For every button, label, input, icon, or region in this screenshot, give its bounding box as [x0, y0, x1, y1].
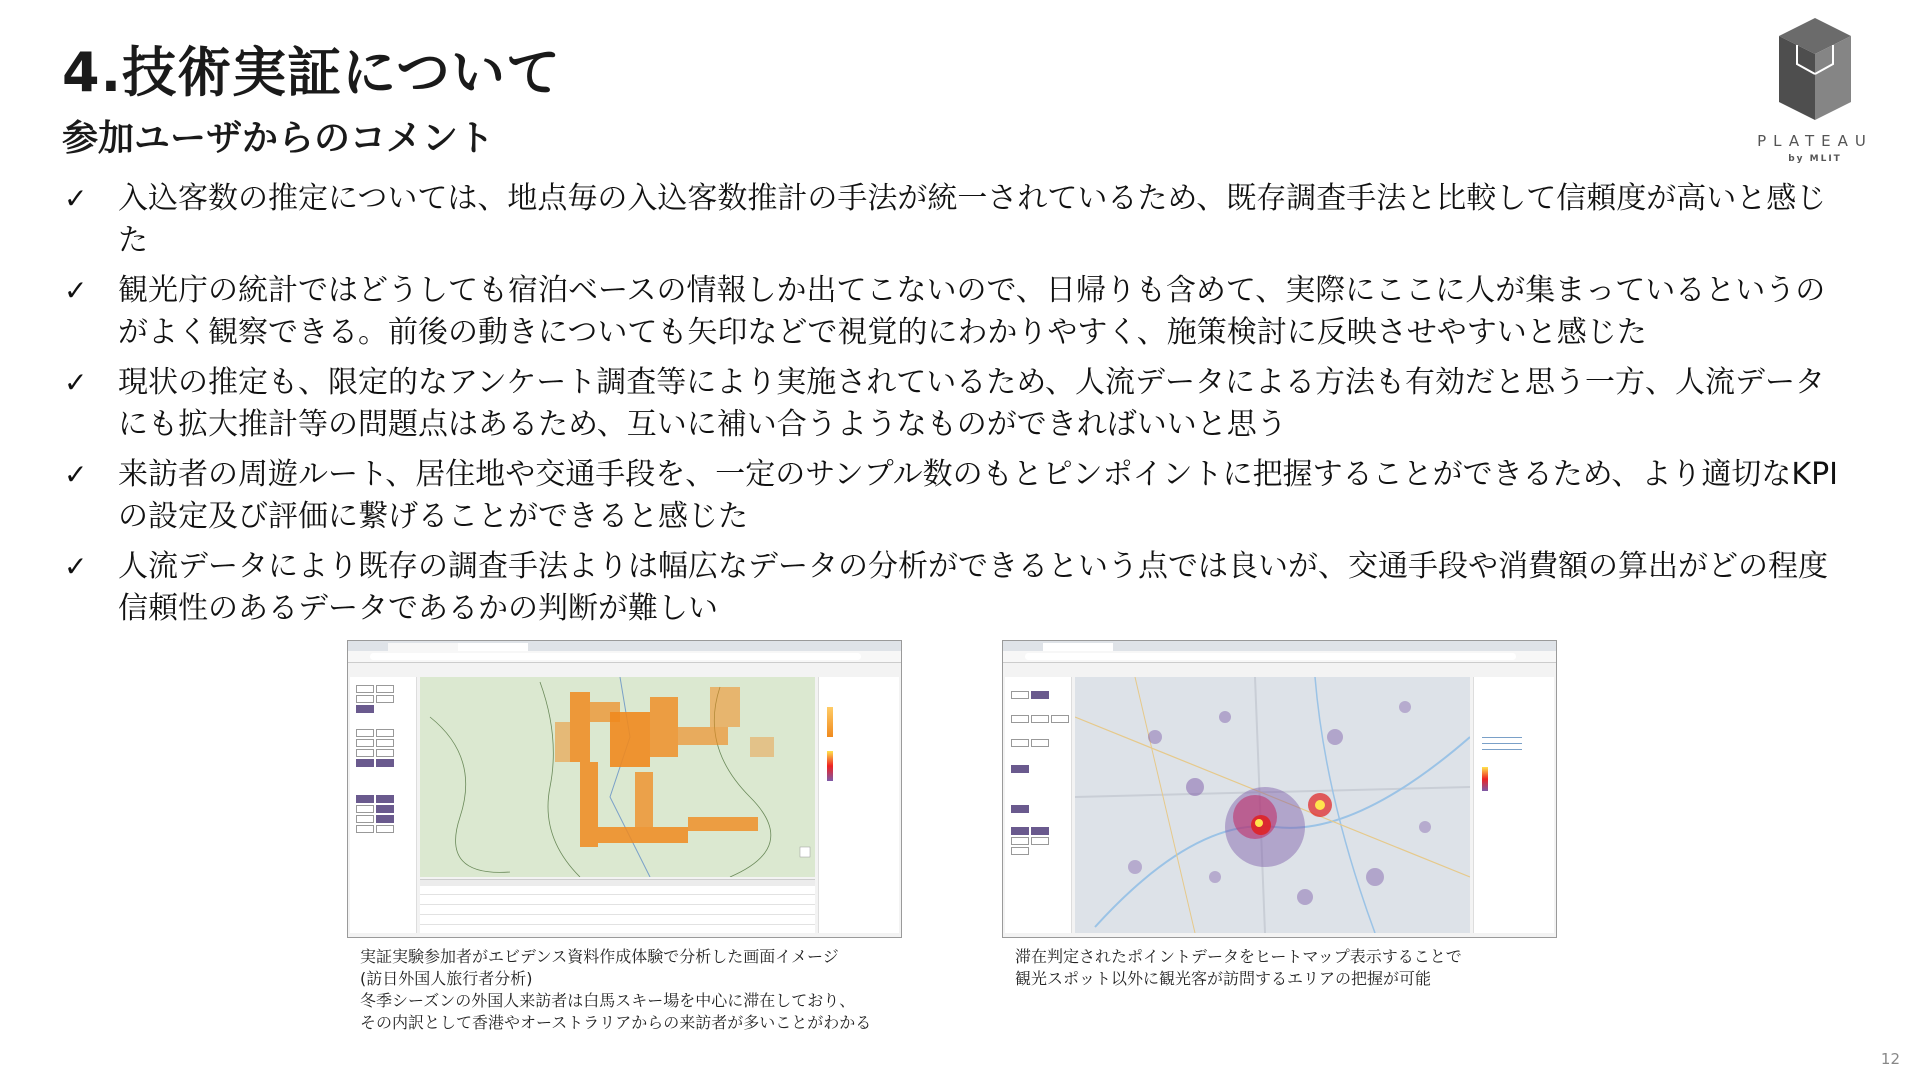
slide-subtitle: 参加ユーザからのコメント [62, 118, 495, 159]
comment-item [62, 178, 1862, 262]
stay-point-heatmap [1075, 677, 1470, 933]
stay-point-heatmap-screenshot [1002, 640, 1557, 938]
comment-item [62, 270, 1862, 354]
comment-item [62, 546, 1862, 630]
foreign-visitor-analysis-screenshot [347, 640, 902, 938]
comment-text: 人流データにより既存の調査手法よりは幅広なデータの分析ができるという点では良いが、交通手段や消費額の算出がどの程度信頼性のあるデータであるかの判断が難しい [118, 549, 1828, 626]
filter-panel [350, 677, 417, 933]
filter-panel [1005, 677, 1072, 933]
legend-panel [818, 677, 899, 933]
foreign-visitor-heatmap [420, 677, 815, 877]
right-figure-caption: 滞在判定されたポイントデータをヒートマップ表示することで 観光スポット以外に観光客が訪問するエリアの把握が可能 [1015, 947, 1462, 988]
browser-tab-strip [348, 641, 901, 651]
check-icon: ✓ [64, 274, 88, 307]
plateau-cube-icon [1775, 14, 1855, 124]
check-icon: ✓ [64, 550, 88, 583]
result-table [420, 879, 815, 933]
legend-panel [1473, 677, 1554, 933]
logo-brand-text: PLATEAU [1757, 132, 1873, 150]
browser-url-bar [1003, 651, 1556, 663]
check-icon: ✓ [64, 366, 88, 399]
comment-item [62, 454, 1862, 538]
browser-tab-strip [1003, 641, 1556, 651]
comment-item [62, 362, 1862, 446]
comment-list [62, 178, 1862, 638]
plateau-logo [1740, 14, 1890, 174]
comment-text: 現状の推定も、限定的なアンケート調査等により実施されているため、人流データによる方法も有効だと思う一方、人流データにも拡大推計等の問題点はあるため、互いに補い合うようなものができればいいと思う [118, 365, 1825, 442]
check-icon: ✓ [64, 458, 88, 491]
logo-byline-text: by MLIT [1788, 154, 1842, 164]
page-number: 12 [1880, 1050, 1900, 1068]
check-icon: ✓ [64, 182, 88, 215]
browser-url-bar [348, 651, 901, 663]
slide-title: 4.技術実証について [62, 41, 562, 104]
comment-text: 入込客数の推定については、地点毎の入込客数推計の手法が統一されているため、既存調査手法と比較して信頼度が高いと感じた [118, 181, 1827, 258]
comment-text: 来訪者の周遊ルート、居住地や交通手段を、一定のサンプル数のもとピンポイントに把握することができるため、より適切なKPIの設定及び評価に繋げることができると感じた [118, 457, 1839, 534]
left-figure-caption: 実証実験参加者がエビデンス資料作成体験で分析した画面イメージ (訪日外国人旅行者分析) 冬季シーズンの外国人来訪者は白馬スキー場を中心に滞在しており、 その内訳として香港やオーストラリアからの来訪者が多いことがわかる [360, 947, 872, 1032]
comment-text: 観光庁の統計ではどうしても宿泊ベースの情報しか出てこないので、日帰りも含めて、実際にここに人が集まっているというのがよく観察できる。前後の動きについても矢印などで視覚的にわかりやすく、施策検討に反映させやすいと感じた [118, 273, 1826, 350]
